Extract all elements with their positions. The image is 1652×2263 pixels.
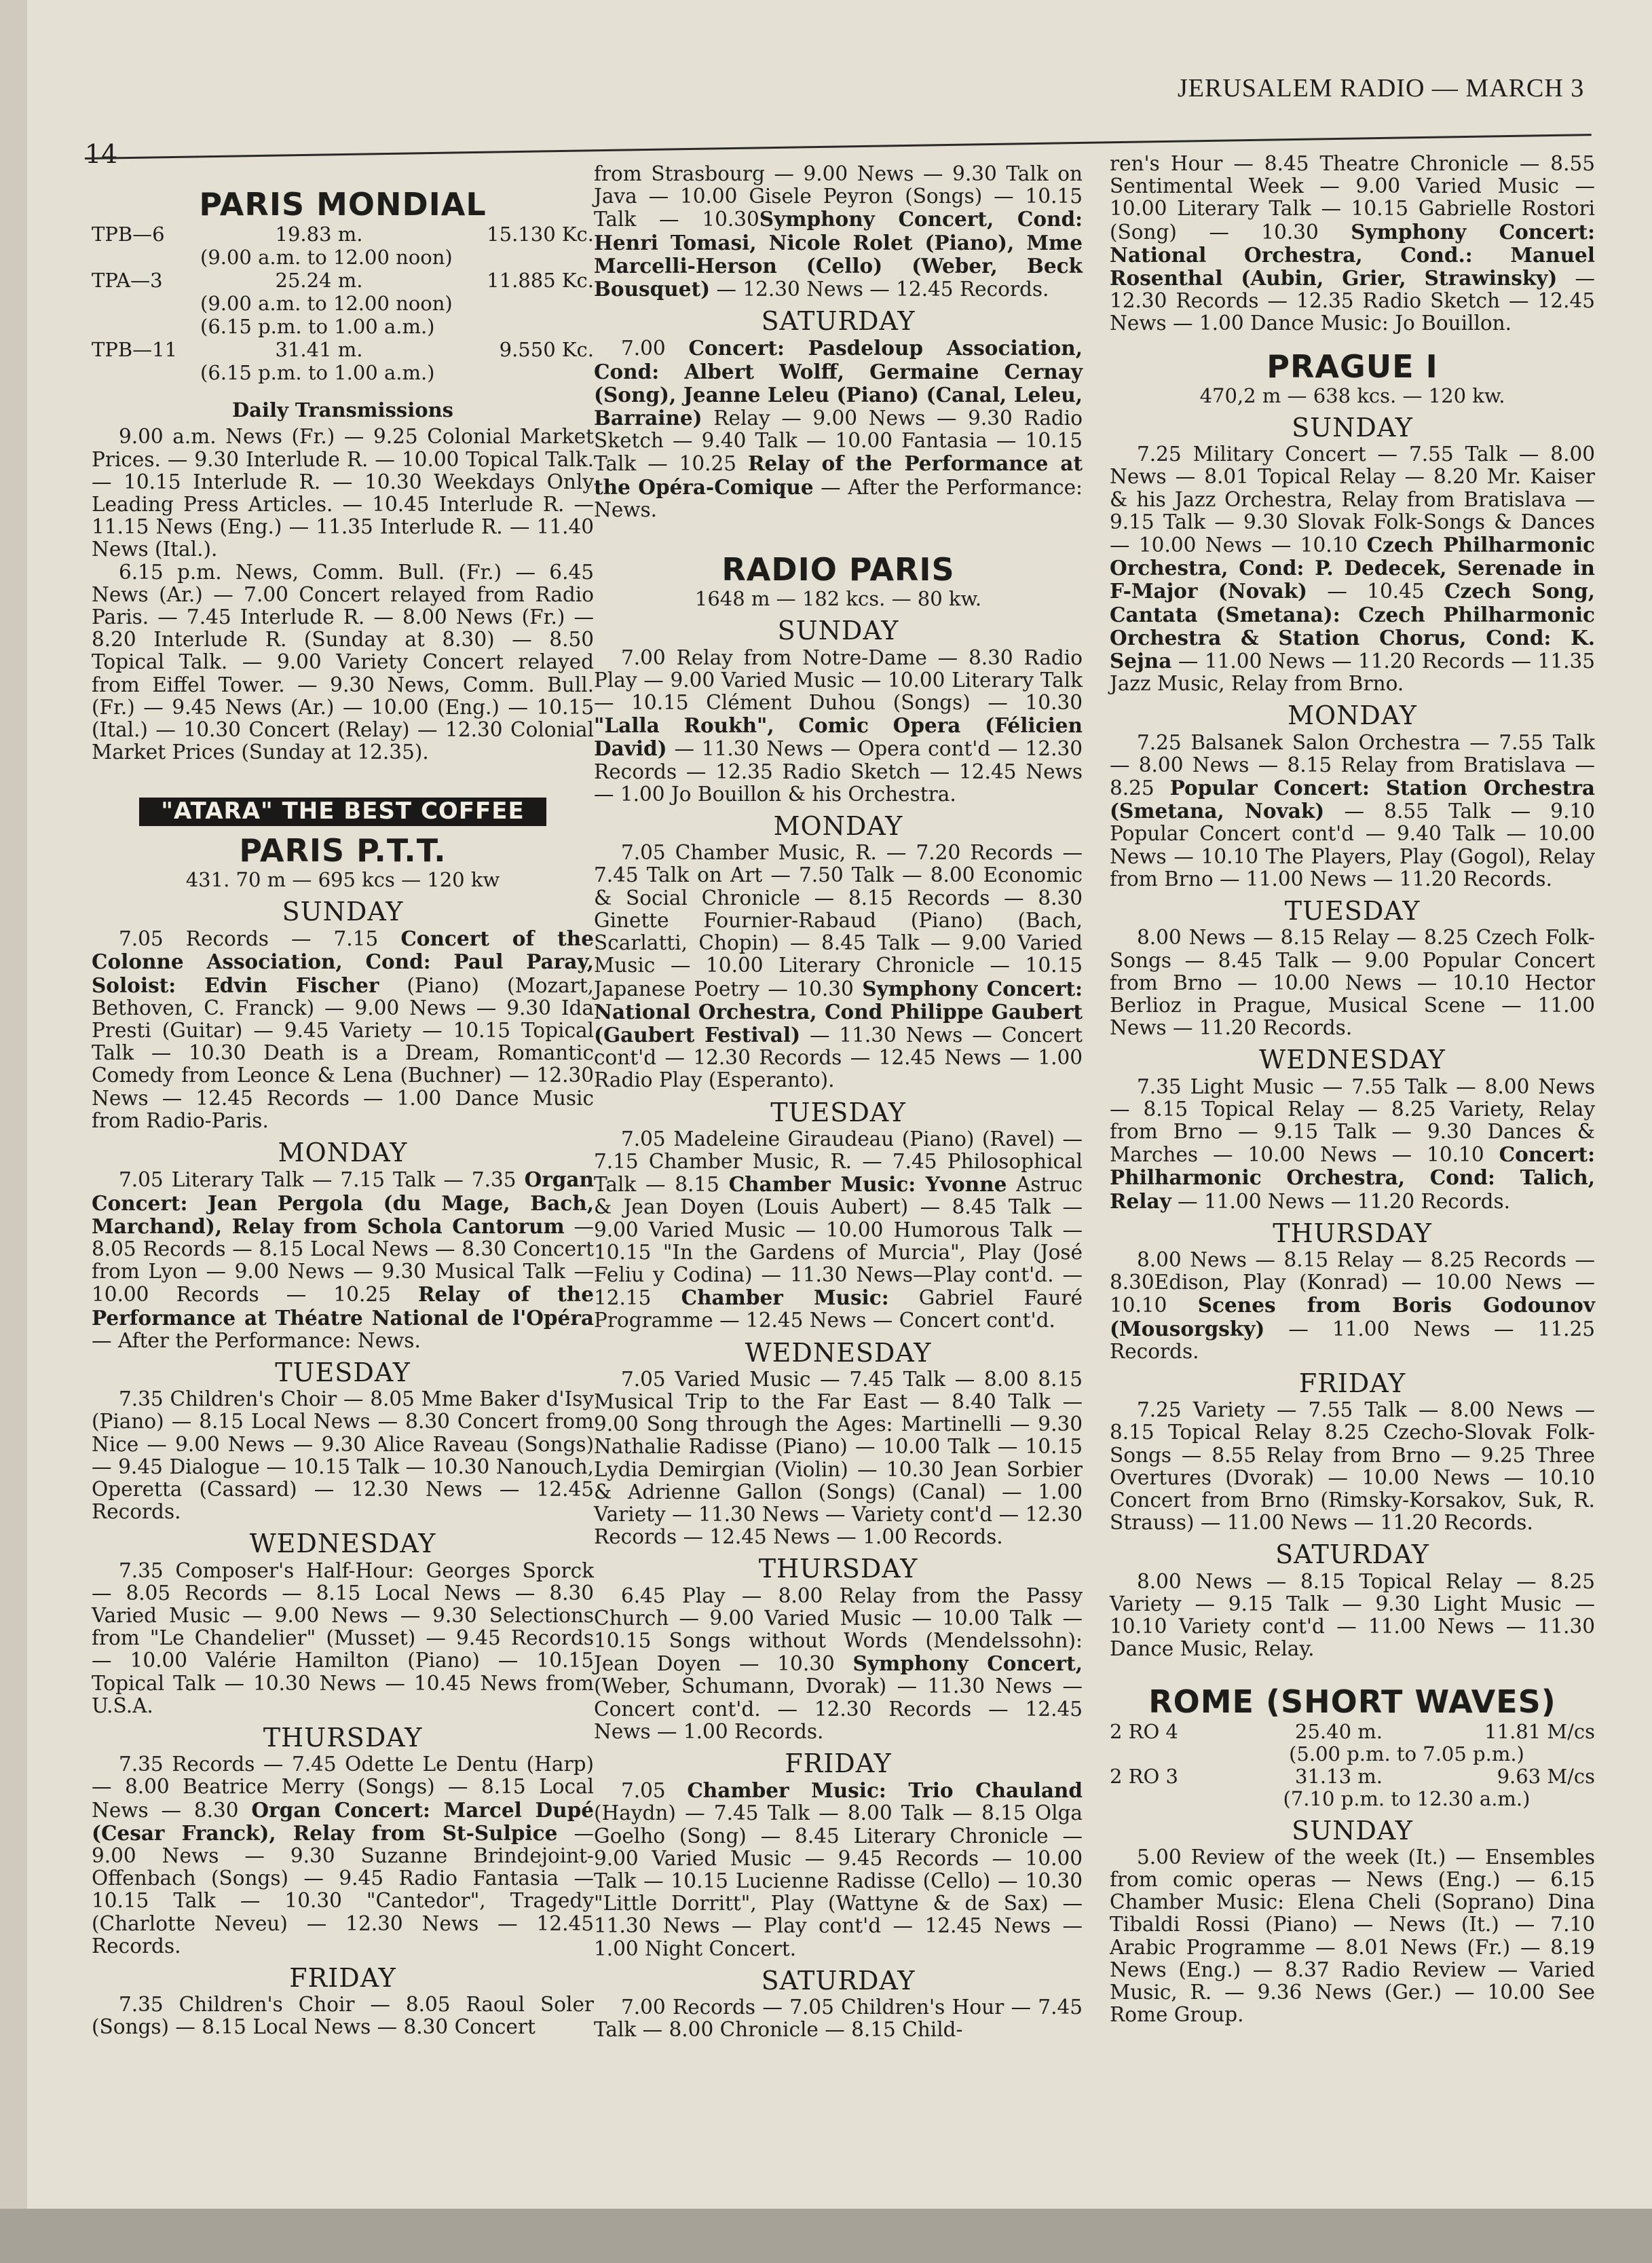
station-hours: (9.00 a.m. to 12.00 noon) [200,292,453,316]
schedule-text: 7.35 Records — 7.45 Odette Le Dentu (Harp) — 8.00 Beatrice Merry (Songs) — 8.15 Local News — 8.30 [92,1753,594,1822]
schedule-text: — 12.30 Records — 12.35 Radio Sketch — 12.45 News — 1.00 Dance Music: Jo Bouillon. [1110,267,1595,335]
schedule-text: ren's Hour — 8.45 Theatre Chronicle — 8.55 Sentimental Week — 9.00 Varied Music — 10.00 Literary Talk — 10.15 Gabrielle Rostori (Song) — 10.30 [1110,152,1595,244]
schedule-paragraph [92,927,594,1132]
station-frequency: 9.63 M/cs [1497,1764,1595,1788]
schedule-text: (Piano) (Mozart, Bethoven, C. Franck) — 9.00 News — 9.30 Ida Presti (Guitar) — 9.45 Variety — 10.15 Topical Talk — 10.30 Death is a Dream, Romantic Comedy from Leonce & Lena (Buchner) — 12.30 News — 12.45 Records — 1.00 Dance Music from Radio-Paris. [92,973,594,1132]
station-hours: (6.15 p.m. to 1.00 a.m.) [200,315,435,339]
schedule-text: — 8.05 Records — 8.15 Local News — 8.30 Concert from Lyon — 9.00 News — 9.30 Musical Talk — 10.00 Records — 10.25 [92,1214,594,1307]
column-2 [594,163,1083,2041]
schedule-paragraph: 7.00 Records — 7.05 Children's Hour — 7.45 Talk — 8.00 Chronicle — 8.15 Child- [594,1996,1083,2042]
schedule-text: 8.00 News — 8.15 Relay — 8.25 Records — 8.30Edison, Play (Konrad) — 10.00 News — 10.10 [1110,1248,1595,1317]
day-heading: THURSDAY [263,1722,423,1753]
day-heading: TUESDAY [275,1357,411,1387]
schedule-highlight: Concert of the Colonne Association, Cond: Paul Paray, Soloist: Edvin Fischer [92,927,594,997]
schedule-paragraph [1110,1076,1595,1213]
station-frequency: 15.130 Kc. [487,223,594,246]
schedule-text: 7.05 Records — 7.15 [119,927,401,951]
station-frequency: 11.81 M/cs [1484,1719,1595,1743]
schedule-text: — 11.00 News — 11.25 Records. [1110,1317,1595,1363]
schedule-paragraph [92,1753,594,1958]
schedule-paragraph [594,647,1083,806]
schedule-paragraph: 8.00 News — 8.15 Relay — 8.25 Czech Folk-Songs — 8.45 Talk — 9.00 Popular Concert from Brno — 10.00 News — 10.10 Hector Berlioz in Prague, Musical Scene — 11.00 News — 11.20 Records. [1110,926,1595,1040]
schedule-text: 7.05 [621,1779,688,1803]
schedule-text: — 9.00 News — 9.30 Suzanne Brindejoint-Offenbach (Songs) — 9.45 Radio Fantasia — 10.15 Talk — 10.30 "Cantedor", Tragedy (Charlotte Neveu) — 12.30 News — 12.45 Records. [92,1821,594,1958]
section-title-paris-ptt: PARIS P.T.T. [239,831,447,869]
day-heading: WEDNESDAY [1259,1045,1446,1075]
section-title-rome: ROME (SHORT WAVES) [1148,1683,1556,1721]
schedule-text: 7.00 [621,337,689,360]
schedule-text: 7.05 Chamber Music, R. — 7.20 Records — 7.45 Talk on Art — 7.50 Talk — 8.00 Economic & Social Chronicle — 8.15 Records — 8.30 Ginette Fournier-Rabaud (Piano) (Bach, Scarlatti, Chopin) — 8.45 Talk — 9.00 Varied Music — 10.00 Literary Chronicle — 10.15 Japanese Poetry — 10.30 [594,841,1083,1000]
day-heading: FRIDAY [289,1963,396,1993]
schedule-paragraph [1110,1249,1595,1363]
schedule-paragraph [1110,153,1595,335]
station-frequency: 11.885 Kc. [487,269,594,293]
station-specs: 470,2 m — 638 kcs. — 120 kw. [1199,384,1505,407]
column-1 [92,173,594,2039]
station-wavelength: 25.24 m. [275,269,363,293]
day-heading: SUNDAY [1292,413,1413,443]
station-frequency: 9.550 Kc. [499,338,594,362]
schedule-paragraph [92,1168,594,1352]
schedule-text: 7.05 Literary Talk — 7.15 Talk — 7.35 [119,1168,525,1192]
schedule-text: — 10.45 [1307,580,1445,603]
schedule-paragraph: 5.00 Review of the week (It.) — Ensembles from comic operas — News (Eng.) — 6.15 Chamber Music: Elena Cheli (Soprano) Dina Tibaldi Rossi (Piano) — News (It.) — 7.10 Arabic Programme — 8.01 News (Fr.) — 8.19 News (Eng.) — 8.37 Radio Review — Varied Music, R. — 9.36 News (Ger.) — 10.00 See Rome Group. [1110,1845,1595,2027]
schedule-highlight: Symphony Concert, Cond: Henri Tomasi, Nicole Rolet (Piano), Mme Marcelli-Herson (Cello) (Weber, Beck Bousquet) [594,207,1083,301]
day-heading: TUESDAY [770,1097,906,1127]
schedule-text: (Weber, Schumann, Dvorak) — 11.30 News — Concert cont'd. — 12.30 Records — 12.45 News — 1.00 Records. [594,1675,1083,1743]
schedule-text: — 11.00 News — 11.20 Records. [1171,1189,1511,1213]
day-heading: SUNDAY [1292,1815,1413,1846]
schedule-highlight: Chamber Music: Trio Chauland [687,1778,1083,1803]
schedule-paragraph [1110,732,1595,891]
station-hours: (6.15 p.m. to 1.00 a.m.) [200,361,435,385]
schedule-paragraph [594,842,1083,1091]
daily-transmissions-heading: Daily Transmissions [232,398,453,422]
schedule-highlight: Symphony Concert, [852,1651,1083,1676]
day-heading: THURSDAY [758,1554,918,1584]
day-heading: MONDAY [278,1138,408,1168]
schedule-text: — 12.30 News — 12.45 Records. [710,278,1049,301]
schedule-text: — 11.30 News — Concert cont'd — 12.30 Records — 12.45 News — 1.00 Radio Play (Esperanto). [594,1023,1083,1092]
station-code: TPB—11 [92,338,178,362]
schedule-text: — After the Performance: News. [594,475,1083,521]
schedule-highlight: Organ Concert: Marcel Dupé (Cesar Franck), Relay from St-Sulpice [92,1797,594,1845]
station-specs: 431. 70 m — 695 kcs — 120 kw [185,867,500,891]
frequency-table-paris-mondial [92,223,594,384]
schedule-highlight: Symphony Concert: National Orchestra, Cond Philippe Gaubert (Gaubert Festival) [594,976,1083,1047]
station-code: TPB—6 [92,223,165,246]
schedule-paragraph [594,1585,1083,1743]
schedule-highlight: Relay of the Performance at the Opéra-Comique [594,451,1083,499]
section-title-radio-paris: RADIO PARIS [721,551,955,588]
atara-coffee-advert: "ATARA" THE BEST COFFEE [139,798,546,825]
day-heading: MONDAY [1288,700,1417,731]
station-specs: 1648 m — 182 kcs. — 80 kw. [694,587,982,611]
page-number: 14 [85,139,118,169]
schedule-text: 7.35 Light Music — 7.55 Talk — 8.00 News — 8.15 Topical Relay — 8.25 Variety, Relay from Brno — 9.15 Talk — 9.30 Dances & Marches — 10.00 News — 10.10 [1110,1074,1595,1167]
day-heading: FRIDAY [785,1748,892,1778]
column-3 [1110,153,1595,2026]
schedule-text: from Strasbourg — 9.00 News — 9.30 Talk on Java — 10.00 Gisele Peyron (Songs) — 10.15 Talk — 10.30 [594,162,1083,231]
schedule-highlight: "Lalla Roukh", Comic Opera (Félicien David) [594,713,1083,761]
station-hours: (9.00 a.m. to 12.00 noon) [200,246,453,269]
section-title-prague: PRAGUE I [1266,348,1438,385]
station-wavelength: 31.41 m. [275,338,363,362]
station-wavelength: 25.40 m. [1295,1719,1383,1743]
running-header: JERUSALEM RADIO — MARCH 3 [1178,74,1585,102]
page-shadow [0,2209,1652,2263]
schedule-text: — 11.00 News — 11.20 Records — 11.35 Jazz Music, Relay from Brno. [1110,650,1595,696]
frequency-table-rome [1110,1721,1595,1810]
station-code: 2 RO 4 [1110,1719,1178,1743]
daily-evening-schedule: 6.15 p.m. News, Comm. Bull. (Fr.) — 6.45 News (Ar.) — 7.00 Concert relayed from Radio Paris. — 7.45 Interlude R. — 8.00 News (Fr.) — 8.20 Interlude R. (Sunday at 8.30) — 8.50 Topical Talk. — 9.00 Variety Concert relayed from Eiffel Tower. — 9.30 News, Comm. Bull. (Fr.) — 9.45 News (Ar.) — 10.00 (Eng.) — 10.15 (Ital.) — 10.30 Concert (Relay) — 12.30 Colonial Market Prices (Sunday at 12.35). [92,560,594,764]
schedule-text: — After the Performance: News. [92,1328,421,1352]
schedule-text: 6.45 Play — 8.00 Relay from the Passy Church — 9.00 Varied Music — 10.00 Talk — 10.15 Songs without Words (Mendelssohn): Jean Doyen — 10.30 [594,1584,1083,1676]
schedule-text: Relay — 9.00 News — 9.30 Radio Sketch — 9.40 Talk — 10.00 Fantasia — 10.15 Talk — 10.25 [594,407,1083,476]
day-heading: SATURDAY [1275,1539,1429,1570]
daily-morning-schedule: 9.00 a.m. News (Fr.) — 9.25 Colonial Market Prices. — 9.30 Interlude R. — 10.00 Topical Talk. — 10.15 Interlude R. — 10.30 Weekdays Only Leading Press Articles. — 10.45 Interlude R. — 11.15 News (Eng.) — 11.35 Interlude R. — 11.40 News (Ital.). [92,425,594,561]
day-heading: SUNDAY [777,616,899,646]
day-heading: FRIDAY [1298,1368,1406,1398]
station-code: 2 RO 3 [1110,1764,1178,1788]
section-title-paris-mondial: PARIS MONDIAL [199,186,487,223]
station-code: TPA—3 [92,269,163,293]
schedule-text: — 8.55 Talk — 9.10 Popular Concert cont'd — 9.40 Talk — 10.00 News — 10.10 The Players, Play (Gogol), Relay from Brno — 11.00 News — 11.20 Records. [1110,800,1595,891]
day-heading: WEDNESDAY [249,1529,436,1559]
schedule-paragraph: 7.25 Variety — 7.55 Talk — 8.00 News — 8.15 Topical Relay 8.25 Czecho-Slovak Folk-Songs — 8.55 Relay from Brno — 9.25 Three Overtures (Dvorak) — 10.00 News — 10.10 Concert from Brno (Rimsky-Korsakov, Suk, R. Strauss) — 11.00 News — 11.20 Records. [1110,1398,1595,1535]
schedule-paragraph [1110,443,1595,695]
day-heading: WEDNESDAY [745,1337,932,1368]
schedule-paragraph [594,337,1083,521]
schedule-highlight: Concert: Philharmonic Orchestra, Cond: Talich, Relay [1110,1142,1595,1213]
schedule-paragraph: 7.35 Composer's Half-Hour: Georges Sporck — 8.05 Records — 8.15 Local News — 8.30 Varied Music — 9.00 News — 9.30 Selections from "Le Chandelier" (Musset) — 9.45 Records — 10.00 Valérie Hamilton (Piano) — 10.15 Topical Talk — 10.30 News — 10.45 News from U.S.A. [92,1558,594,1717]
day-heading: SATURDAY [761,1965,916,1996]
schedule-paragraph: 8.00 News — 8.15 Topical Relay — 8.25 Variety — 9.15 Talk — 9.30 Light Music — 10.10 Variety cont'd — 11.00 News — 11.30 Dance Music, Relay. [1110,1569,1595,1661]
station-wavelength: 19.83 m. [275,223,363,246]
schedule-highlight: Czech Song, Cantata (Smetana): Czech Philharmonic Orchestra & Station Chorus, Cond: K. Sejna [1110,579,1595,673]
schedule-text: 7.25 Balsanek Salon Orchestra — 7.55 Talk — 8.00 News — 8.15 Relay from Bratislava — 8.25 [1110,730,1595,800]
schedule-highlight: Organ Concert: Jean Pergola (du Mage, Bach, Marchand), Relay from Schola Cantorum [92,1167,594,1238]
day-heading: MONDAY [773,811,903,842]
day-heading: THURSDAY [1273,1218,1432,1248]
station-hours: (7.10 p.m. to 12.30 a.m.) [1283,1787,1531,1810]
station-hours: (5.00 p.m. to 7.05 p.m.) [1289,1742,1524,1765]
schedule-highlight: Concert: Pasdeloup Association, Cond: Albert Wolff, Germaine Cernay (Song), Jeanne Leleu (Piano) (Canal, Leleu, Barraine) [594,336,1083,430]
schedule-text: 7.25 Military Concert — 7.55 Talk — 8.00 News — 8.01 Topical Relay — 8.20 Mr. Kaiser & his Jazz Orchestra, Relay from Bratislava — 9.15 Talk — 9.30 Slovak Folk-Songs & Dances — 10.00 News — 10.10 [1110,443,1595,557]
schedule-text: 7.05 Madeleine Giraudeau (Piano) (Ravel) — 7.15 Chamber Music, R. — 7.45 Philosophical Talk — 8.15 [594,1127,1083,1197]
schedule-text: Astruc & Jean Doyen (Louis Aubert) — 8.45 Talk — 9.00 Varied Music — 10.00 Humorous Talk — 10.15 "In the Gardens of Murcia", Play (José Feliu y Codina) — 11.30 News—Play cont'd. — 12.15 [594,1173,1083,1310]
schedule-paragraph: 7.05 Varied Music — 7.45 Talk — 8.00 8.15 Musical Trip to the Far East — 8.40 Talk — 9.00 Song through the Ages: Martinelli — 9.30 Nathalie Radisse (Piano) — 10.00 Talk — 10.15 Lydia Demirgian (Violin) — 10.30 Jean Sorbier & Adrienne Gallon (Songs) (Canal) — 1.00 Variety — 11.30 News — Variety cont'd — 12.30 Records — 12.45 News — 1.00 Records. [594,1367,1083,1549]
schedule-paragraph: 7.35 Children's Choir — 8.05 Raoul Soler (Songs) — 8.15 Local News — 8.30 Concert [92,1993,594,2039]
schedule-highlight: Czech Philharmonic Orchestra, Cond: P. Dedecek, Serenade in F-Major (Novak) [1110,533,1595,603]
schedule-text: — 11.30 News — Opera cont'd — 12.30 Records — 12.35 Radio Sketch — 12.45 News — 1.00 Jo Bouillon & his Orchestra. [594,737,1083,806]
day-heading: TUESDAY [1284,896,1421,927]
schedule-paragraph [594,1128,1083,1332]
schedule-highlight: Scenes from Boris Godounov (Mousorgsky) [1110,1293,1595,1341]
schedule-text: 7.00 Relay from Notre-Dame — 8.30 Radio Play — 9.00 Varied Music — 10.00 Literary Talk — 10.15 Clément Duhou (Songs) — 10.30 [594,646,1083,715]
schedule-highlight: Popular Concert: Station Orchestra (Smetana, Novak) [1110,776,1595,823]
schedule-paragraph [594,1779,1083,1960]
schedule-highlight: Chamber Music: [681,1286,889,1310]
station-wavelength: 31.13 m. [1295,1764,1383,1788]
day-heading: SUNDAY [282,897,404,927]
schedule-text: Gabriel Fauré Programme — 12.45 News — Concert cont'd. [594,1286,1083,1332]
schedule-highlight: Symphony Concert: National Orchestra, Cond.: Manuel Rosenthal (Aubin, Grier, Strawinsky) [1110,219,1595,291]
schedule-text: (Haydn) — 7.45 Talk — 8.00 Talk — 8.15 Olga Goelho (Song) — 8.45 Literary Chronicle — 9.00 Varied Music — 9.45 Records — 10.00 Talk — 10.15 Lucienne Radisse (Cello) — 10.30 "Little Dorritt", Play (Wattyne & de Sax) — 11.30 News — Play cont'd — 12.45 News — 1.00 Night Concert. [594,1801,1083,1960]
schedule-highlight: Relay of the Performance at Théatre National de l'Opéra [92,1282,594,1330]
schedule-paragraph: 7.35 Children's Choir — 8.05 Mme Baker d'Isy (Piano) — 8.15 Local News — 8.30 Concert from Nice — 9.00 News — 9.30 Alice Raveau (Songs) — 9.45 Dialogue — 10.15 Talk — 10.30 Nanouch, Operetta (Cassard) — 12.30 News — 12.45 Records. [92,1387,594,1524]
schedule-highlight: Chamber Music: Yvonne [728,1172,1007,1197]
schedule-paragraph [594,163,1083,301]
day-heading: SATURDAY [761,306,916,337]
